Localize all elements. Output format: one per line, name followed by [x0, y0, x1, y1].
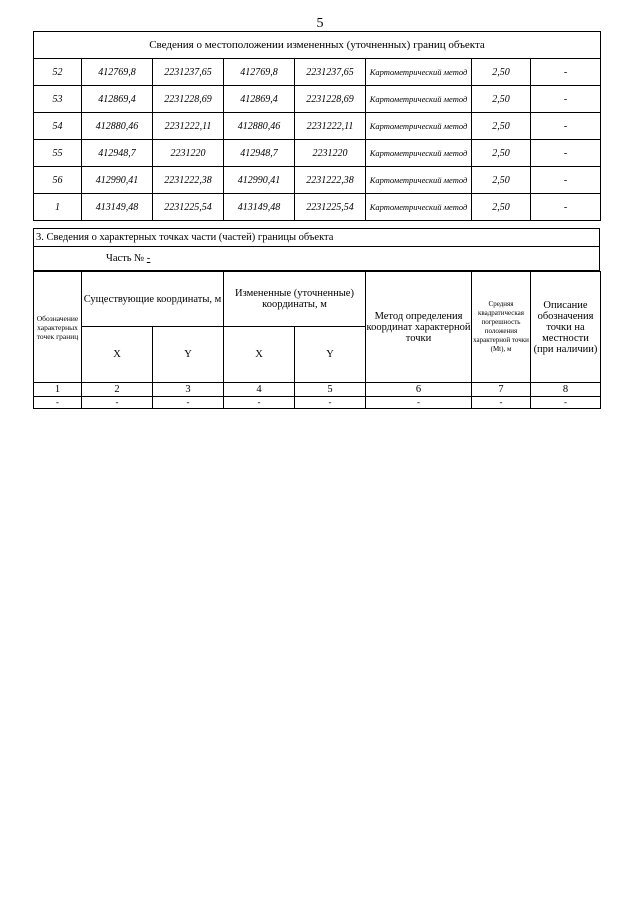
- section3-title: 3. Сведения о характерных точках части (частей) границы объекта: [34, 229, 600, 247]
- method-cell: Картометрический метод: [366, 140, 472, 167]
- column-number: 6: [366, 383, 472, 397]
- column-numbers-row: [34, 383, 601, 397]
- empty-cell: -: [472, 397, 531, 409]
- point-cell: 54: [34, 113, 82, 140]
- y-header: Y: [153, 327, 224, 383]
- column-number: 8: [531, 383, 601, 397]
- table-row: [34, 59, 601, 86]
- changed-coords-header: Измененные (уточненные) координаты, м: [224, 272, 366, 327]
- empty-cell: -: [224, 397, 295, 409]
- mt-cell: 2,50: [472, 86, 531, 113]
- empty-cell: -: [153, 397, 224, 409]
- column-number: 1: [34, 383, 82, 397]
- point-cell: 56: [34, 167, 82, 194]
- description-cell: -: [531, 194, 601, 221]
- y-existing-cell: 2231228,69: [153, 86, 224, 113]
- y-changed-cell: 2231237,65: [295, 59, 366, 86]
- method-cell: Картометрический метод: [366, 86, 472, 113]
- empty-cell: -: [34, 397, 82, 409]
- mt-cell: 2,50: [472, 167, 531, 194]
- designation-header: Обозначение характерных точек границ: [34, 272, 82, 383]
- description-cell: -: [531, 140, 601, 167]
- point-cell: 1: [34, 194, 82, 221]
- description-cell: -: [531, 113, 601, 140]
- method-cell: Картометрический метод: [366, 59, 472, 86]
- description-cell: -: [531, 167, 601, 194]
- empty-cell: -: [531, 397, 601, 409]
- x-changed-cell: 412880,46: [224, 113, 295, 140]
- part-label: Часть №: [106, 253, 145, 264]
- x-changed-cell: 413149,48: [224, 194, 295, 221]
- table-row: [34, 140, 601, 167]
- y-existing-cell: 2231222,38: [153, 167, 224, 194]
- x-existing-cell: 412948,7: [82, 140, 153, 167]
- description-header: Описание обозначения точки на местности (при наличии): [531, 272, 601, 383]
- x-existing-cell: 412869,4: [82, 86, 153, 113]
- point-cell: 55: [34, 140, 82, 167]
- mt-cell: 2,50: [472, 194, 531, 221]
- x-existing-cell: 412880,46: [82, 113, 153, 140]
- point-cell: 52: [34, 59, 82, 86]
- empty-cell: -: [366, 397, 472, 409]
- existing-coords-header: Существующие координаты, м: [82, 272, 224, 327]
- column-number: 3: [153, 383, 224, 397]
- y-changed-cell: 2231225,54: [295, 194, 366, 221]
- method-cell: Картометрический метод: [366, 113, 472, 140]
- y-existing-cell: 2231220: [153, 140, 224, 167]
- y-changed-cell: 2231228,69: [295, 86, 366, 113]
- description-cell: -: [531, 59, 601, 86]
- boundary-points-table: [33, 31, 601, 221]
- y-changed-cell: 2231222,38: [295, 167, 366, 194]
- table-row: [34, 194, 601, 221]
- part-points-table: [33, 271, 601, 409]
- y-changed-cell: 2231222,11: [295, 113, 366, 140]
- x-existing-cell: 412769,8: [82, 59, 153, 86]
- table-row: [34, 113, 601, 140]
- x-existing-cell: 412990,41: [82, 167, 153, 194]
- mt-cell: 2,50: [472, 140, 531, 167]
- page-number: 5: [316, 16, 324, 31]
- y-existing-cell: 2231237,65: [153, 59, 224, 86]
- column-number: 4: [224, 383, 295, 397]
- method-header: Метод определения координат характерной точки: [366, 272, 472, 383]
- point-cell: 53: [34, 86, 82, 113]
- table-row: [34, 167, 601, 194]
- mt-cell: 2,50: [472, 113, 531, 140]
- column-number: 2: [82, 383, 153, 397]
- table-row: [34, 86, 601, 113]
- section-title: Сведения о местоположении измененных (уточненных) границ объекта: [34, 32, 601, 59]
- y-existing-cell: 2231225,54: [153, 194, 224, 221]
- column-number: 5: [295, 383, 366, 397]
- x-changed-cell: 412769,8: [224, 59, 295, 86]
- x-changed-cell: 412869,4: [224, 86, 295, 113]
- column-number: 7: [472, 383, 531, 397]
- method-cell: Картометрический метод: [366, 194, 472, 221]
- y-changed-cell: 2231220: [295, 140, 366, 167]
- part-number: [34, 247, 600, 271]
- y-header: Y: [295, 327, 366, 383]
- section3-header: [33, 228, 600, 271]
- x-header: X: [82, 327, 153, 383]
- empty-cell: -: [82, 397, 153, 409]
- x-changed-cell: 412990,41: [224, 167, 295, 194]
- mt-cell: 2,50: [472, 59, 531, 86]
- x-header: X: [224, 327, 295, 383]
- x-existing-cell: 413149,48: [82, 194, 153, 221]
- mt-header: Средняя квадратическая погрешность положения характерной точки (Mt), м: [472, 272, 531, 383]
- part-value: -: [146, 253, 151, 264]
- empty-cell: -: [295, 397, 366, 409]
- table-row: [34, 397, 601, 409]
- description-cell: -: [531, 86, 601, 113]
- y-existing-cell: 2231222,11: [153, 113, 224, 140]
- method-cell: Картометрический метод: [366, 167, 472, 194]
- x-changed-cell: 412948,7: [224, 140, 295, 167]
